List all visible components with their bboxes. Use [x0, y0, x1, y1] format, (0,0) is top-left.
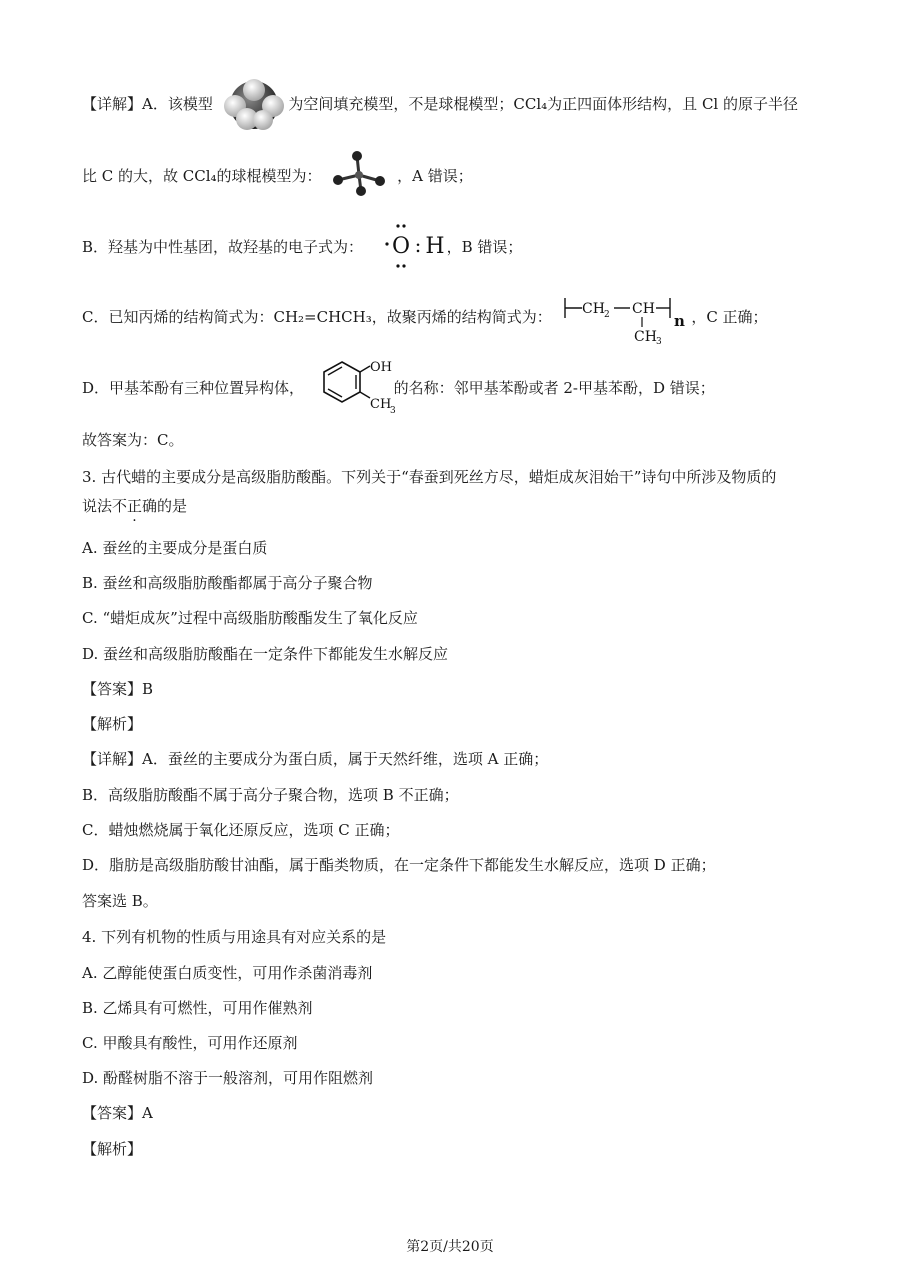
- hydroxyl-electron-formula-image: [380, 220, 452, 272]
- text: ，C 正确；: [691, 308, 768, 326]
- methyl-label: CH: [370, 397, 392, 412]
- q3-analysis-heading: 【解析】: [82, 715, 143, 733]
- q4-option-d: D. 酚醛树脂不溶于一般溶剂，可用作阻燃剂: [82, 1069, 374, 1087]
- q3-detail-2: B．高级脂肪酸酯不属于高分子聚合物，选项 B 不正确；: [82, 786, 459, 804]
- ball-and-stick-model-image: [330, 150, 390, 196]
- ch3-subscript: 3: [656, 337, 662, 346]
- ch2-subscript: 2: [604, 310, 610, 320]
- bond-pair: :: [414, 233, 422, 257]
- polypropylene-formula-image: [560, 290, 690, 346]
- q3-detail-3: C．蜡烛燃烧属于氧化还原反应，选项 C 正确；: [82, 821, 400, 839]
- text: 为空间填充模型，不是球棍模型；CCl₄为正四面体形结构，且 Cl 的原子半径: [288, 95, 798, 113]
- q4-option-c: C. 甲酸具有酸性，可用作还原剂: [82, 1034, 298, 1052]
- text: ，A 错误；: [397, 167, 473, 185]
- q4-stem: 4. 下列有机物的性质与用途具有对应关系的是: [82, 928, 387, 946]
- q4-option-a: A. 乙醇能使蛋白质变性，可用作杀菌消毒剂: [82, 964, 373, 982]
- repeat-n: n: [674, 312, 685, 330]
- text: C．已知丙烯的结构简式为：CH₂=CHCH₃，故聚丙烯的结构简式为：: [82, 308, 552, 326]
- page-number: 第2页/共20页: [406, 1239, 494, 1255]
- methyl-subscript: 3: [390, 406, 396, 416]
- text: 的名称：邻甲基苯酚或者 2-甲基苯酚，D 错误；: [393, 379, 715, 397]
- q3-stem-line2: [82, 496, 187, 516]
- q3-option-b: B. 蚕丝和高级脂肪酸酯都属于高分子聚合物: [82, 574, 373, 592]
- detail-line-b: [82, 166, 473, 186]
- text: D．甲基苯酚有三种位置异构体，: [82, 379, 305, 397]
- q4-answer: 【答案】A: [82, 1104, 153, 1122]
- q3-detail-5: 答案选 B。: [82, 892, 158, 910]
- ch3-group: CH: [634, 329, 657, 345]
- text: 比 C 的大，故 CCl₄的球棍模型为：: [82, 167, 322, 185]
- oxygen-symbol: O: [391, 234, 411, 259]
- text: 说法: [82, 497, 113, 515]
- o-cresol-structure-image: [318, 356, 402, 416]
- q3-option-c: C. “蜡炬成灰”过程中高级脂肪酸酯发生了氧化反应: [82, 609, 418, 627]
- detail-line-a: [82, 94, 798, 114]
- answer-summary: 故答案为：C。: [82, 431, 184, 449]
- hydrogen-symbol: H: [425, 234, 445, 259]
- text: 【详解】A．该模型: [82, 95, 213, 113]
- text: ，B 错误；: [446, 238, 523, 256]
- emphasized-phrase: 不正确: [112, 497, 158, 515]
- text: 的是: [157, 497, 188, 515]
- text: B．羟基为中性基团，故羟基的电子式为：: [82, 238, 364, 256]
- hydroxyl-label: OH: [370, 360, 392, 375]
- q3-option-d: D. 蚕丝和高级脂肪酸酯在一定条件下都能发生水解反应: [82, 645, 449, 663]
- detail-line-c: [82, 237, 522, 257]
- ch-group: CH: [632, 301, 655, 317]
- space-filling-model-image: [221, 76, 287, 132]
- q3-stem-line1: 3. 古代蜡的主要成分是高级脂肪酸酯。下列关于“春蚕到死丝方尽，蜡炬成灰泪始干”诗句中所涉及物质的: [82, 468, 777, 486]
- ch2-group: CH: [582, 301, 605, 317]
- q3-detail-1: 【详解】A．蚕丝的主要成分为蛋白质，属于天然纤维，选项 A 正确；: [82, 750, 549, 768]
- q3-option-a: A. 蚕丝的主要成分是蛋白质: [82, 539, 268, 557]
- emphasis-text: [112, 497, 157, 515]
- q3-detail-4: D．脂肪是高级脂肪酸甘油酯，属于酯类物质，在一定条件下都能发生水解反应，选项 D 正确；: [82, 856, 716, 874]
- q3-answer: 【答案】B: [82, 680, 154, 698]
- q4-analysis-heading: 【解析】: [82, 1140, 143, 1158]
- q4-option-b: B. 乙烯具有可燃性，可用作催熟剂: [82, 999, 313, 1017]
